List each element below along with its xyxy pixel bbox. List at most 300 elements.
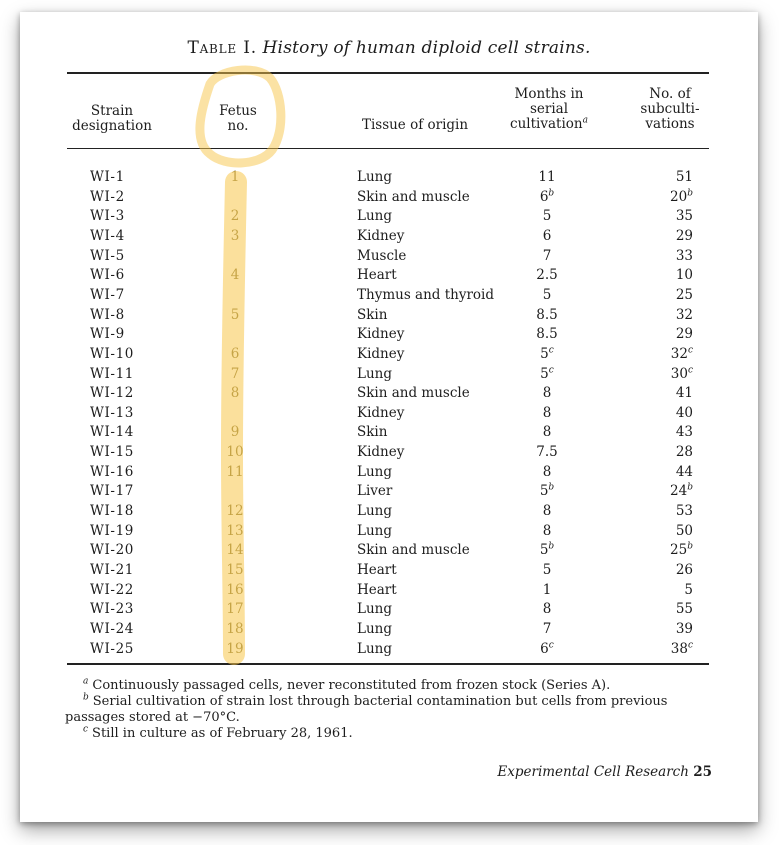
footnote-mark: c	[548, 345, 554, 356]
cell-strain-value: WI-16	[90, 463, 134, 480]
table-row	[20, 443, 758, 463]
cell-subcultivations-value: 38	[670, 640, 688, 657]
cell-subcultivations	[655, 188, 693, 208]
cell-tissue-value: Lung	[357, 640, 392, 657]
cell-tissue-value: Kidney	[357, 326, 405, 343]
cell-subcultivations	[655, 247, 693, 267]
cell-subcultivations-value: 41	[675, 385, 693, 402]
cell-fetus	[215, 227, 255, 247]
cell-fetus-value: 17	[226, 601, 244, 618]
cell-months-value: 6	[542, 227, 552, 244]
cell-strain	[90, 325, 180, 345]
cell-tissue	[357, 443, 517, 463]
cell-subcultivations-value: 50	[675, 522, 693, 539]
cell-strain-value: WI-19	[90, 522, 134, 539]
cell-strain	[90, 266, 180, 286]
cell-strain-value: WI-15	[90, 444, 134, 461]
cell-strain	[90, 463, 180, 483]
cell-tissue-value: Skin and muscle	[357, 188, 470, 205]
cell-strain-value: WI-13	[90, 404, 134, 421]
table-row	[20, 541, 758, 561]
cell-strain-value: WI-20	[90, 542, 134, 559]
table-row	[20, 365, 758, 385]
footnote-text: Still in culture as of February 28, 1961.	[92, 726, 353, 741]
footnote-line	[65, 678, 715, 694]
cell-fetus	[215, 168, 255, 188]
cell-tissue	[357, 404, 517, 424]
cell-fetus	[215, 207, 255, 227]
cell-months-value: 1	[542, 581, 552, 598]
cell-subcultivations	[655, 345, 693, 365]
cell-strain-value: WI-3	[90, 208, 125, 225]
cell-tissue	[357, 247, 517, 267]
journal-volume: 25	[693, 764, 712, 780]
cell-subcultivations	[655, 384, 693, 404]
cell-subcultivations-value: 26	[675, 562, 693, 578]
cell-fetus	[215, 640, 255, 660]
cell-months-value: 11	[538, 169, 556, 185]
cell-months-value: 5	[540, 345, 549, 362]
cell-subcultivations-value: 25	[675, 286, 693, 303]
cell-tissue-value: Thymus and thyroid	[357, 286, 495, 303]
cell-strain-value: WI-23	[90, 601, 134, 618]
cell-months	[527, 522, 567, 542]
cell-strain-value: WI-1	[90, 169, 125, 185]
cell-strain	[90, 522, 180, 542]
cell-subcultivations	[655, 581, 693, 601]
cell-strain	[90, 365, 180, 385]
cell-tissue-value: Kidney	[357, 227, 405, 244]
cell-tissue	[357, 600, 517, 620]
cell-months	[527, 365, 567, 385]
cell-months-value: 6	[539, 188, 549, 205]
footnote-text: Serial cultivation of strain lost through bacterial contamination but cells from previous	[92, 694, 668, 709]
table-row	[20, 168, 758, 188]
cell-months	[527, 325, 567, 345]
table-row	[20, 482, 758, 502]
cell-months-value: 8	[542, 503, 552, 520]
cell-months-value: 8	[542, 601, 552, 618]
cell-months-value: 8	[542, 424, 552, 441]
cell-subcultivations	[655, 443, 693, 463]
table-row	[20, 561, 758, 581]
cell-strain	[90, 286, 180, 306]
cell-months	[527, 600, 567, 620]
cell-strain	[90, 306, 180, 326]
cell-tissue-value: Lung	[357, 601, 392, 618]
cell-months	[527, 188, 567, 208]
cell-fetus-value: 11	[226, 463, 244, 480]
journal-footer	[497, 764, 712, 780]
cell-strain-value: WI-25	[90, 640, 134, 657]
cell-tissue	[357, 423, 517, 443]
cell-subcultivations-value: 55	[675, 601, 693, 618]
cell-fetus-value: 15	[226, 562, 244, 578]
cell-strain	[90, 345, 180, 365]
cell-subcultivations	[655, 266, 693, 286]
cell-tissue-value: Lung	[357, 620, 392, 637]
table-row	[20, 188, 758, 208]
footnote-mark: b	[548, 188, 555, 199]
table-row	[20, 345, 758, 365]
table-label: Table I.	[187, 38, 257, 58]
cell-subcultivations	[655, 423, 693, 443]
cell-subcultivations	[655, 207, 693, 227]
table-row	[20, 581, 758, 601]
header-months-line3	[497, 117, 601, 132]
cell-strain	[90, 600, 180, 620]
cell-strain-value: WI-24	[90, 620, 134, 637]
cell-tissue-value: Lung	[357, 365, 392, 382]
cell-fetus	[215, 365, 255, 385]
header-fetus-line1: Fetus	[219, 103, 257, 119]
cell-months	[527, 541, 567, 561]
footnote-text: Continuously passaged cells, never reconstituted from frozen stock (Series A).	[92, 678, 611, 693]
cell-strain	[90, 404, 180, 424]
cell-strain	[90, 502, 180, 522]
cell-months	[527, 502, 567, 522]
cell-fetus-value: 5	[230, 306, 240, 323]
cell-tissue	[357, 502, 517, 522]
cell-months-value: 6	[540, 640, 549, 657]
cell-fetus	[215, 266, 255, 286]
cell-subcultivations	[655, 365, 693, 385]
cell-tissue	[357, 345, 517, 365]
cell-subcultivations	[655, 541, 693, 561]
cell-months-value: 8.5	[536, 326, 558, 343]
cell-subcultivations	[655, 502, 693, 522]
cell-months	[527, 227, 567, 247]
cell-strain	[90, 207, 180, 227]
document-page	[20, 12, 758, 822]
footnote-mark: c	[548, 365, 554, 375]
cell-subcultivations	[655, 522, 693, 542]
footnote-mark: b	[548, 482, 555, 493]
cell-months-value: 7.5	[536, 444, 558, 461]
cell-strain-value: WI-14	[90, 424, 134, 441]
table-row	[20, 423, 758, 443]
cell-subcultivations-value: 32	[670, 345, 688, 362]
cell-strain	[90, 541, 180, 561]
cell-subcultivations-value: 44	[675, 463, 693, 480]
table-caption: History of human diploid cell strains.	[262, 38, 591, 58]
cell-subcultivations	[655, 640, 693, 660]
cell-fetus	[215, 443, 255, 463]
cell-tissue-value: Lung	[357, 522, 392, 539]
header-strain-line2: designation	[72, 118, 152, 134]
cell-subcultivations	[655, 463, 693, 483]
cell-tissue	[357, 168, 517, 188]
cell-subcultivations	[655, 286, 693, 306]
cell-subcultivations	[655, 168, 693, 188]
cell-months	[527, 581, 567, 601]
footnotes	[65, 678, 715, 742]
cell-fetus	[215, 561, 255, 581]
cell-strain	[90, 227, 180, 247]
cell-tissue-value: Heart	[357, 581, 397, 598]
table-row	[20, 463, 758, 483]
cell-subcultivations-value: 43	[675, 424, 693, 441]
cell-months-value: 5	[542, 562, 552, 578]
cell-tissue-value: Lung	[357, 169, 392, 185]
cell-tissue	[357, 325, 517, 345]
footnote-mark: c	[687, 365, 693, 375]
cell-tissue	[357, 522, 517, 542]
footnote-mark: b	[687, 541, 693, 552]
cell-strain-value: WI-21	[90, 562, 134, 578]
cell-fetus-value: 19	[226, 640, 244, 657]
cell-tissue	[357, 188, 517, 208]
cell-months-value: 5	[542, 208, 552, 225]
cell-months-value: 5	[542, 286, 552, 303]
cell-strain	[90, 168, 180, 188]
cell-tissue	[357, 266, 517, 286]
header-subcultivations	[630, 87, 710, 132]
header-fetus	[208, 104, 268, 134]
cell-tissue-value: Heart	[357, 562, 397, 578]
cell-strain	[90, 423, 180, 443]
cell-strain-value: WI-7	[90, 286, 125, 303]
table-row	[20, 384, 758, 404]
cell-months	[527, 345, 567, 365]
header-months	[497, 87, 601, 132]
footnote-mark: b	[548, 541, 555, 552]
cell-strain-value: WI-10	[90, 345, 134, 362]
header-fetus-line2: no.	[227, 118, 249, 134]
cell-subcultivations	[655, 325, 693, 345]
cell-strain-value: WI-18	[90, 503, 134, 520]
table-row	[20, 640, 758, 660]
cell-months-value: 5	[539, 542, 549, 559]
cell-months	[527, 640, 567, 660]
header-months-line2: serial	[529, 101, 569, 117]
header-months-footnote-mark: a	[582, 115, 588, 126]
header-months-line3-text: cultivation	[510, 116, 583, 132]
cell-strain	[90, 188, 180, 208]
cell-months	[527, 168, 567, 188]
table-header-rule	[67, 148, 709, 149]
footnote-mark: b	[83, 692, 89, 703]
header-tissue: Tissue of origin	[361, 117, 469, 133]
cell-subcultivations-value: 51	[675, 169, 693, 185]
cell-tissue	[357, 384, 517, 404]
table-row	[20, 620, 758, 640]
cell-subcultivations	[655, 306, 693, 326]
table-row	[20, 227, 758, 247]
cell-strain-value: WI-9	[90, 326, 125, 343]
cell-subcultivations	[655, 404, 693, 424]
cell-tissue-value: Muscle	[357, 247, 407, 264]
cell-tissue	[357, 541, 517, 561]
table-bottom-rule	[67, 663, 709, 665]
journal-name: Experimental Cell Research	[497, 764, 689, 780]
cell-months	[527, 561, 567, 581]
cell-fetus	[215, 463, 255, 483]
cell-fetus-value: 8	[230, 385, 240, 402]
cell-strain-value: WI-5	[90, 247, 125, 264]
header-subc-line1: No. of	[649, 86, 691, 102]
cell-months-value: 7	[542, 620, 552, 637]
cell-subcultivations	[655, 227, 693, 247]
cell-months	[527, 286, 567, 306]
footnote-mark: b	[687, 482, 693, 493]
cell-subcultivations-value: 20	[670, 188, 688, 205]
cell-tissue	[357, 620, 517, 640]
cell-tissue-value: Lung	[357, 503, 392, 520]
cell-months	[527, 266, 567, 286]
cell-strain-value: WI-4	[90, 227, 125, 244]
footnote	[65, 726, 715, 742]
cell-months-value: 7	[542, 247, 552, 264]
cell-subcultivations-value: 29	[675, 227, 693, 244]
header-strain-line1: Strain	[90, 103, 134, 119]
cell-tissue-value: Liver	[357, 483, 393, 500]
footnote-line	[65, 694, 715, 710]
table-row	[20, 600, 758, 620]
cell-strain	[90, 581, 180, 601]
cell-months-value: 8	[542, 463, 552, 480]
cell-strain-value: WI-2	[90, 188, 125, 205]
header-subc-line3: vations	[645, 116, 695, 132]
table-row	[20, 404, 758, 424]
cell-months-value: 2.5	[536, 267, 558, 284]
cell-fetus-value: 6	[230, 345, 240, 362]
cell-tissue	[357, 306, 517, 326]
cell-tissue-value: Heart	[357, 267, 397, 284]
cell-subcultivations	[655, 620, 693, 640]
cell-subcultivations-value: 29	[675, 326, 693, 343]
cell-tissue-value: Kidney	[357, 404, 405, 421]
cell-tissue	[357, 640, 517, 660]
cell-tissue	[357, 227, 517, 247]
cell-strain-value: WI-22	[90, 581, 134, 598]
cell-fetus	[215, 581, 255, 601]
cell-fetus-value: 7	[230, 365, 240, 382]
footnote-mark: c	[548, 640, 554, 651]
table-row	[20, 522, 758, 542]
cell-strain	[90, 561, 180, 581]
cell-months-value: 8.5	[536, 306, 558, 323]
cell-tissue-value: Lung	[357, 208, 392, 225]
header-months-line1: Months in	[514, 86, 584, 102]
footnote-mark: a	[83, 676, 89, 687]
cell-tissue	[357, 581, 517, 601]
cell-fetus	[215, 345, 255, 365]
cell-subcultivations-value: 32	[675, 306, 693, 323]
footnote-mark: c	[687, 640, 693, 651]
cell-tissue-value: Lung	[357, 463, 392, 480]
table-row	[20, 306, 758, 326]
header-subc-line2: subculti-	[640, 101, 700, 117]
cell-months	[527, 384, 567, 404]
cell-months	[527, 423, 567, 443]
footnote-line	[65, 726, 715, 742]
footnote-mark: c	[687, 345, 693, 356]
cell-tissue	[357, 561, 517, 581]
cell-subcultivations-value: 28	[675, 444, 693, 461]
cell-months	[527, 463, 567, 483]
cell-subcultivations-value: 39	[675, 620, 693, 637]
footnote-mark: b	[687, 188, 693, 199]
cell-strain-value: WI-6	[90, 267, 125, 284]
cell-fetus-value: 18	[226, 620, 244, 637]
cell-fetus-value: 1	[230, 169, 240, 185]
cell-tissue-value: Skin and muscle	[357, 385, 470, 402]
cell-subcultivations	[655, 482, 693, 502]
cell-fetus	[215, 600, 255, 620]
cell-fetus-value: 14	[226, 542, 244, 559]
cell-fetus-value: 9	[230, 424, 240, 441]
cell-strain	[90, 640, 180, 660]
cell-fetus	[215, 306, 255, 326]
cell-fetus-value: 10	[226, 444, 244, 461]
cell-months	[527, 620, 567, 640]
cell-fetus-value: 13	[226, 522, 244, 539]
cell-subcultivations-value: 25	[670, 542, 688, 559]
table-row	[20, 286, 758, 306]
cell-subcultivations-value: 10	[675, 267, 693, 284]
cell-months-value: 8	[542, 385, 552, 402]
cell-fetus	[215, 522, 255, 542]
cell-months	[527, 404, 567, 424]
footnote-continuation: passages stored at −70°C.	[65, 710, 240, 725]
table-top-rule	[67, 72, 709, 74]
cell-strain	[90, 384, 180, 404]
cell-months-value: 5	[540, 365, 549, 382]
cell-months-value: 8	[542, 522, 552, 539]
cell-strain-value: WI-12	[90, 385, 134, 402]
table-row	[20, 266, 758, 286]
cell-fetus	[215, 502, 255, 522]
cell-tissue	[357, 286, 517, 306]
cell-strain	[90, 620, 180, 640]
cell-tissue	[357, 365, 517, 385]
table-row	[20, 207, 758, 227]
cell-strain	[90, 443, 180, 463]
cell-fetus-value: 4	[230, 267, 240, 284]
cell-subcultivations-value: 33	[675, 247, 693, 264]
cell-subcultivations-value: 35	[675, 208, 693, 225]
cell-months	[527, 482, 567, 502]
cell-fetus	[215, 384, 255, 404]
cell-tissue	[357, 482, 517, 502]
cell-months-value: 8	[542, 404, 552, 421]
cell-fetus-value: 2	[230, 208, 240, 225]
table-title	[20, 38, 758, 58]
footnote	[65, 694, 715, 726]
cell-tissue-value: Kidney	[357, 444, 405, 461]
cell-tissue	[357, 207, 517, 227]
cell-subcultivations	[655, 561, 693, 581]
cell-strain-value: WI-17	[90, 483, 134, 500]
cell-subcultivations-value: 53	[675, 503, 693, 520]
cell-subcultivations-value: 24	[670, 483, 688, 500]
cell-strain	[90, 482, 180, 502]
table-row	[20, 325, 758, 345]
cell-subcultivations-value: 5	[684, 581, 693, 598]
cell-fetus	[215, 541, 255, 561]
cell-subcultivations-value: 30	[670, 365, 688, 382]
cell-months	[527, 207, 567, 227]
cell-months	[527, 443, 567, 463]
cell-fetus-value: 16	[226, 581, 244, 598]
footnote	[65, 678, 715, 694]
cell-months	[527, 306, 567, 326]
header-strain	[67, 104, 157, 134]
footnote-mark: c	[83, 724, 89, 735]
table-row	[20, 502, 758, 522]
cell-tissue	[357, 463, 517, 483]
